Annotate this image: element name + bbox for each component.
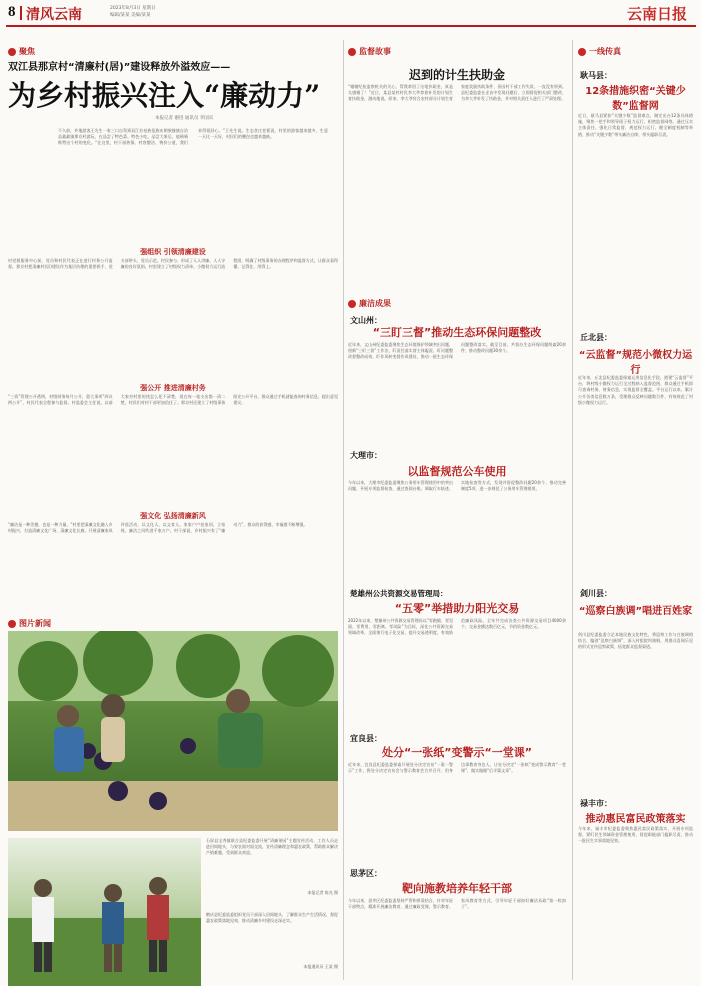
frontline-body-jianchuan: 剑川县纪委监委立足本地民族文化特色，将巡察工作与白族调相结合，编创“巡察白族调”，深入村组院坝演唱，用群众喜闻乐见的形式宣传巡察政策，拓宽群众监督渠道。 <box>578 632 693 650</box>
section-tag-photo: 图片新闻 <box>8 618 51 629</box>
place-label-dali: 大理市： <box>350 451 382 460</box>
result-title-simao: 靶向施教培养年轻干部 <box>402 882 512 895</box>
date-line: 2023年8月3日 星期日 <box>110 6 156 11</box>
result-body-dali: 今年以来，大理市纪委监委聚焦公务用车管理使用中的突出问题，开展专项监督检查，通过查阅台账、调取行车轨迹、实地检查等方式，发现并督促整改问题20余个，推动完善制度5项，进一步规范了公务用车管理使用。 <box>348 480 566 492</box>
article-kicker: 双江县那京村“清廉村(居)”建设释放外溢效应—— <box>8 62 231 73</box>
section-tag-frontline: 一线传真 <box>578 46 621 57</box>
story-title: 迟到的计生扶助金 <box>408 68 505 82</box>
section-tag-results: 廉洁成果 <box>348 298 391 309</box>
section-tag-focus: 聚焦 <box>8 46 35 57</box>
focus-icon <box>8 48 16 56</box>
result-title-yiliang: 处分“一张纸”变警示“一堂课” <box>382 746 532 759</box>
section-divider <box>20 6 22 20</box>
story-body: “谢谢纪检监察机关的关心，帮我拿回了这笔扶助金，真是太感谢了！”近日，某县某村村民李大爷拿着补发的计划生育扶助金，激动地说。原来，李大爷符合农村部分计划生育家庭奖励扶助条件，但因村干部工作失误，一直没有领到。县纪委监委在走访中发现问题后，立即督促相关部门整改，为李大爷补发了扶助金，并对相关责任人进行了严肃处理。 <box>348 84 566 102</box>
subhead-3: 强文化 弘扬清廉新风 <box>140 512 206 520</box>
frontline-body-qiubei: 近年来，丘北县纪委监委探索运用信息化手段，搭建“云监督”平台，将村级小微权力运行全过程纳入监督范围，群众通过手机即可查询村务、财务信息，实现监督全覆盖。平台运行以来，累计公开各类信息数万条，受理群众反映问题数百件，有效规范了村级小微权力运行。 <box>578 375 693 405</box>
photo-caption-2: 鹤庆县纪委监委组织党员干部深入田间地头，了解群众生产生活情况，督促惠农政策落地见效，推动清廉乡村建设走深走实。 <box>206 912 338 924</box>
place-label-wenshan: 文山州： <box>350 316 382 325</box>
photo-grape-harvest <box>8 631 338 831</box>
photo-illustration <box>8 631 338 831</box>
frontline-body-gengma: 近日，耿马县紧扣“关键少数”监督难点，制定出台12条具体措施，聚焦一把手和领导班子权力运行，织密监督网络。通过压实主体责任、强化日常监督、规范权力运行、健全制度机制等举措，推动“关键少数”带头廉洁自律、带头履职尽责。 <box>578 113 693 137</box>
photo-illustration-2 <box>8 838 201 986</box>
place-label-qiubei: 丘北县： <box>580 333 612 342</box>
place-label-simao: 思茅区： <box>350 869 382 878</box>
article-body-3: “廉洁是一种美德，也是一种力量。”村里把清廉文化融入乡村振兴，打造清廉文化广场、清廉文化长廊，开展清廉家风评选活动，以文化人、以文育人。家家户户挂家训、立家规，廉洁之风吹进千家万户。村干部说，乡村振兴有了“廉动力”，群众的获得感、幸福感不断增强。 <box>8 522 308 534</box>
frontline-title-gengma: 12条措施织密“关键少数”监督网 <box>585 86 686 112</box>
section-tag-supervision-story: 监督故事 <box>348 46 391 57</box>
photo-credit-1: 本报记者 陈光 摄 <box>307 890 338 895</box>
article-body-2: “三资”管理公开透明，村级财务每月公开，重大事项“四议两公开”，村民代表全程参与监督。村监委会主任说，以前大家对村里的钱怎么花不清楚，现在每一笔支出都一清二楚，村民们对村干部更加信任了。那京村还建立了村级事务阳光公开平台，群众通过手机就能查询村务信息，提出意见建议。 <box>8 394 338 406</box>
story-icon <box>348 48 356 56</box>
result-body-yiliang: 近年来，宜良县纪委监委探索开展处分决定宣布“一案一警示”工作，将处分决定宣布会与警示教育会合并召开，用身边事教育身边人，让处分决定“一张纸”变成警示教育“一堂课”，做实做细“后半篇文章”。 <box>348 762 566 774</box>
article-body-1: 村党群服务中心前，党员和村民代表正在进行村务公开监督。那京村把清廉村(居)建设作为基层治理的重要抓手，党支部带头，党员示范，村民参与，形成了人人讲廉、人人守廉的良好氛围。村里建立了村级权力清单、小微权力运行流程图，明确了村级事务的办理程序和监督方式，让群众看得懂、记得住、用得上。 <box>8 258 338 270</box>
frontline-icon <box>578 48 586 56</box>
frontline-title-jianchuan: “巡察白族调”唱进百姓家 <box>578 606 693 617</box>
frontline-title-qiubei: “云监督”规范小微权力运行 <box>578 350 693 376</box>
section-title: 清风云南 <box>26 7 82 23</box>
result-title-wenshan: “三盯三督”推动生态环保问题整改 <box>372 326 542 339</box>
result-body-simao: 今年以来，思茅区纪委监委坚持严管和厚爱结合，针对年轻干部特点，精准开展廉洁教育，通过廉政党课、警示教育、家风教育等方式，引导年轻干部扣好廉洁从政“第一粒扣子”。 <box>348 898 566 910</box>
photo-credit-2: 本报通讯员 王某 摄 <box>303 964 338 969</box>
subhead-2: 强公开 推进清廉村务 <box>140 384 206 392</box>
photo-people-field <box>8 838 201 986</box>
place-label-jianchuan: 剑川县： <box>580 589 612 598</box>
page-number: 8 <box>8 4 16 20</box>
photo-icon <box>8 620 16 628</box>
newspaper-logo: 云南日报 <box>626 5 687 23</box>
editor-line: 编辑/某某 美编/某某 <box>110 13 151 18</box>
subhead-1: 强组织 引领清廉建设 <box>140 248 206 256</box>
results-icon <box>348 300 356 308</box>
masthead <box>0 0 701 26</box>
frontline-body-lufeng: 今年来，禄丰市纪委监委聚焦惠民富民政策落实，开展专项监督，紧盯民生领域资金管理使用，督促职能部门履职尽责，推动一批民生实事落地见效。 <box>578 826 693 844</box>
article-headline: 为乡村振兴注入“廉动力” <box>8 79 321 112</box>
place-label-chuxiong: 楚雄州公共资源交易管理局： <box>350 589 448 598</box>
result-body-wenshan: 近年来，文山州纪委监委聚焦生态环境保护领域突出问题，创新“三盯三督”工作法，盯责任落实督主体履责、盯问题整改督整改成效、盯作风转变督作风建设，推动一批生态环保问题整改落实。截至目前，共督办生态环保问题线索20余件，推动整改问题30余个。 <box>348 342 566 360</box>
article-lead: 不久前，外地游客王先生一家三口自驾到双江拉祜族佤族布朗族傣族自治县勐勐镇那京村游玩，在品尝了特色菜、特色小吃，品尝大果后，他啧啧称赞这个村的变化。“在这里，村干部热情、村容整洁、物价公道，我们来得很舒心。”王先生说。生态食庄老板说，村里的游客越来越多，生意一天比一天好，村民们的腰包也越来越鼓。 <box>58 128 328 146</box>
photo-caption-1: 石屏县宝秀镇联合县纪委监委开展“清廉果园”主题宣传活动，工作人员走进田间地头，与果农面对面交流，宣传清廉理念和惠农政策，帮助群众解决产销难题，受到群众欢迎。 <box>206 838 338 856</box>
column-rule-1 <box>343 40 344 980</box>
place-label-yiliang: 宜良县： <box>350 734 382 743</box>
column-rule-2 <box>572 40 573 980</box>
place-label-lufeng: 禄丰市： <box>580 799 612 808</box>
result-title-chuxiong: “五零”举措助力阳光交易 <box>394 602 520 615</box>
masthead-rule <box>6 25 696 27</box>
article-byline: 本报记者 谢进 通讯员 李国宾 <box>155 116 214 121</box>
result-body-chuxiong: 2022年以来，楚雄州公共资源交易管理局以“零跑腿、零见面、零费用、零距离、零风险”为目标，深化公共资源交易领域改革，全面推行电子化交易，提升交易透明度，有效防范廉政风险。全年共完成各类公共资源交易项目4000余个，交易金额达数百亿元，节约资金数亿元。 <box>348 618 566 636</box>
frontline-title-lufeng: 推动惠民富民政策落实 <box>585 814 686 825</box>
result-title-dali: 以监督规范公车使用 <box>407 465 507 478</box>
place-label-gengma: 耿马县： <box>580 71 612 80</box>
